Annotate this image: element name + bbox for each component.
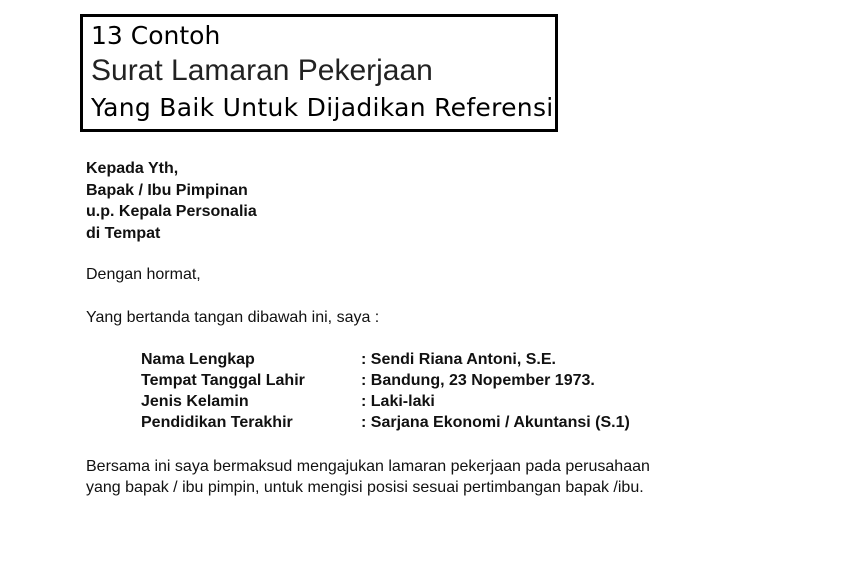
detail-label: Nama Lengkap: [141, 351, 255, 368]
detail-value: : Sarjana Ekonomi / Akuntansi (S.1): [361, 414, 630, 431]
recipient-line: Bapak / Ibu Pimpinan: [86, 181, 248, 199]
detail-row: [141, 391, 786, 412]
intro-text: Yang bertanda tangan dibawah ini, saya :: [86, 309, 380, 326]
detail-label: Jenis Kelamin: [141, 393, 249, 410]
detail-row: [141, 370, 786, 391]
body-paragraph: [86, 456, 786, 498]
detail-value: : Bandung, 23 Nopember 1973.: [361, 372, 595, 389]
title-line-1: 13 Contoh: [91, 21, 221, 50]
personal-details: [141, 349, 786, 433]
title-line-2: Surat Lamaran Pekerjaan: [91, 54, 433, 87]
recipient-line: di Tempat: [86, 224, 161, 242]
recipient-line: u.p. Kepala Personalia: [86, 203, 257, 220]
detail-value: : Sendi Riana Antoni, S.E.: [361, 351, 556, 368]
detail-row: [141, 349, 786, 370]
recipient-block: [86, 158, 786, 244]
body-line: yang bapak / ibu pimpin, untuk mengisi posisi sesuai pertimbangan bapak /ibu.: [86, 479, 644, 496]
title-box: [80, 14, 558, 132]
detail-label: Tempat Tanggal Lahir: [141, 372, 305, 389]
letter-body: [86, 158, 786, 498]
greeting: Dengan hormat,: [86, 266, 201, 283]
detail-label: Pendidikan Terakhir: [141, 414, 293, 431]
title-line-3: Yang Baik Untuk Dijadikan Referensi: [91, 93, 554, 122]
body-line: Bersama ini saya bermaksud mengajukan lamaran pekerjaan pada perusahaan: [86, 458, 650, 475]
recipient-line: Kepada Yth,: [86, 160, 179, 177]
detail-row: [141, 412, 786, 433]
detail-value: : Laki-laki: [361, 393, 435, 410]
